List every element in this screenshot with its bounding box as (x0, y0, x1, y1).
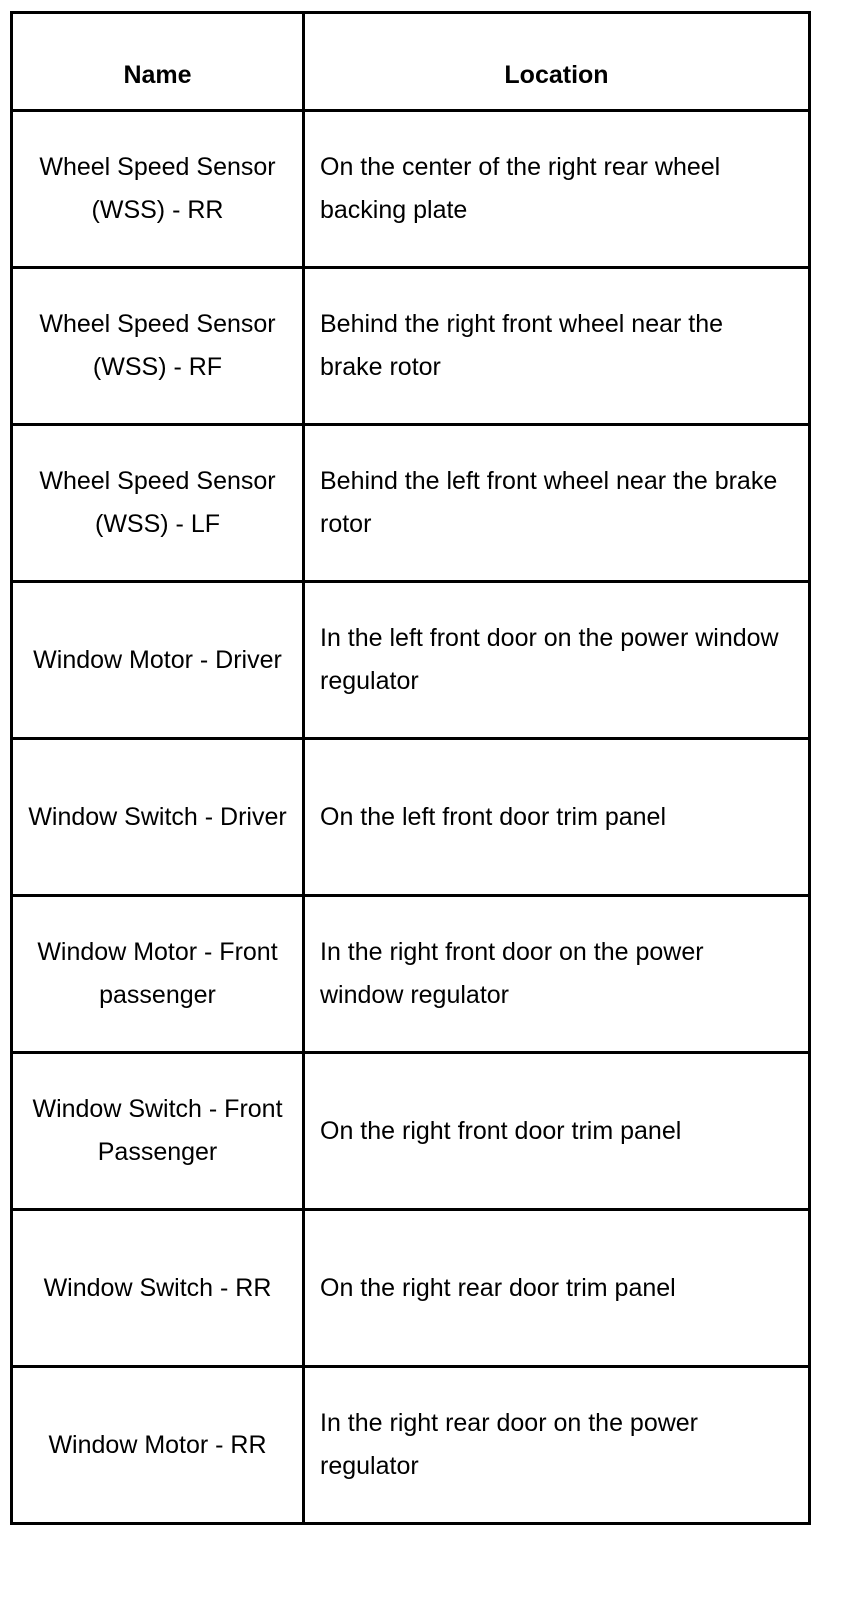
component-location-cell: On the center of the right rear wheel backing plate (304, 111, 810, 268)
component-location-cell: On the left front door trim panel (304, 739, 810, 896)
component-location-cell: Behind the right front wheel near the brake rotor (304, 268, 810, 425)
table-body (12, 111, 810, 1524)
table-row (12, 1210, 810, 1367)
table-row (12, 268, 810, 425)
component-name-cell: Window Motor - Front passenger (12, 896, 304, 1053)
component-location-cell: In the left front door on the power window regulator (304, 582, 810, 739)
component-name-cell: Window Switch - Front Passenger (12, 1053, 304, 1210)
table-row (12, 896, 810, 1053)
component-location-table (10, 11, 811, 1525)
table-row (12, 425, 810, 582)
component-location-table-container (10, 11, 810, 1525)
component-name-cell: Wheel Speed Sensor (WSS) - LF (12, 425, 304, 582)
component-name-cell: Wheel Speed Sensor (WSS) - RR (12, 111, 304, 268)
table-header (12, 13, 810, 111)
column-header-location: Location (304, 13, 810, 111)
component-name-cell: Window Motor - RR (12, 1367, 304, 1524)
component-location-cell: In the right front door on the power window regulator (304, 896, 810, 1053)
header-row (12, 13, 810, 111)
component-location-cell: On the right front door trim panel (304, 1053, 810, 1210)
table-row (12, 1367, 810, 1524)
table-row (12, 111, 810, 268)
table-row (12, 582, 810, 739)
component-name-cell: Wheel Speed Sensor (WSS) - RF (12, 268, 304, 425)
table-row (12, 1053, 810, 1210)
component-name-cell: Window Switch - Driver (12, 739, 304, 896)
component-name-cell: Window Switch - RR (12, 1210, 304, 1367)
component-location-cell: Behind the left front wheel near the brake rotor (304, 425, 810, 582)
component-name-cell: Window Motor - Driver (12, 582, 304, 739)
component-location-cell: In the right rear door on the power regulator (304, 1367, 810, 1524)
column-header-name: Name (12, 13, 304, 111)
component-location-cell: On the right rear door trim panel (304, 1210, 810, 1367)
table-row (12, 739, 810, 896)
